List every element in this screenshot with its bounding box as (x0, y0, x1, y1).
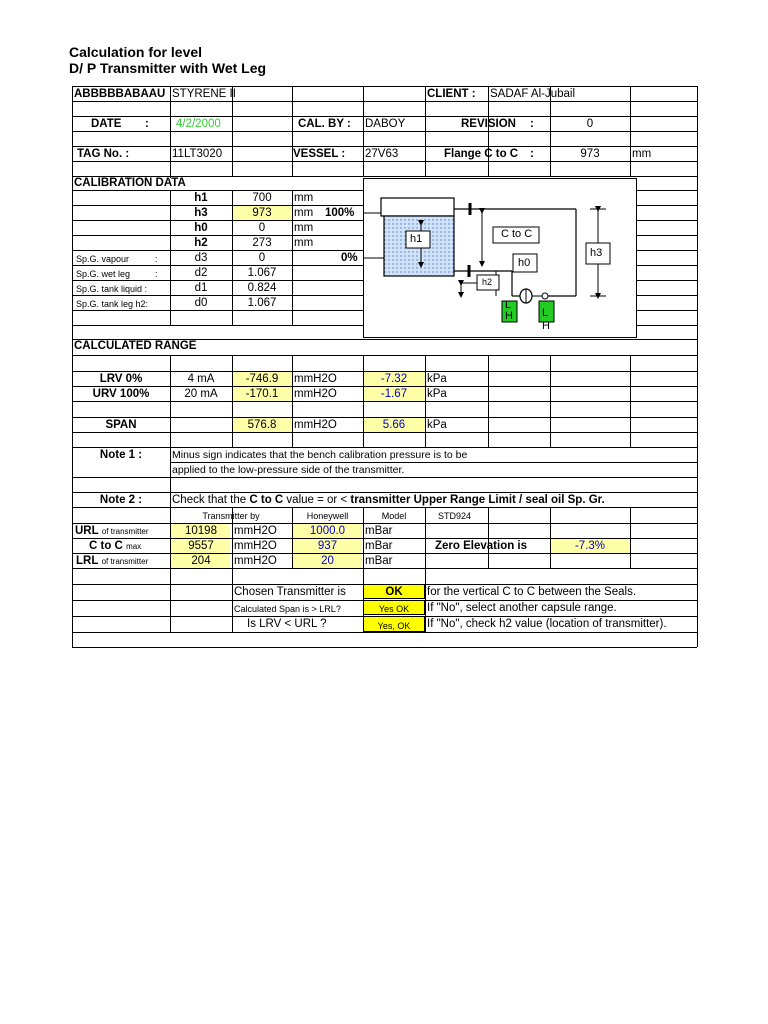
ctoc-label: C to C (89, 540, 123, 552)
cal-label-d2: Sp.G. wet leg (76, 269, 131, 279)
page-title-line1: Calculation for level (69, 44, 203, 60)
header-styrene: STYRENE II (172, 88, 236, 100)
lrl-suffix: of transmitter (101, 557, 149, 566)
tag-label: TAG No. : (77, 148, 130, 160)
cal-label-d1: Sp.G. tank liquid : (76, 284, 148, 294)
span-check-label: Calculated Span is > LRL? (234, 604, 341, 614)
cal-sym-h1: h1 (194, 192, 208, 204)
page-title-line2: D/ P Transmitter with Wet Leg (69, 60, 267, 76)
span-kpa: 5.66 (382, 419, 406, 431)
note2-text-a: Check that the (172, 494, 247, 506)
cal-label-d3: Sp.G. vapour (76, 254, 130, 264)
diagram-label-ctoc: C to C (501, 228, 533, 240)
urv-ma: 20 mA (184, 388, 218, 400)
urv-mmh2o: -170.1 (245, 388, 279, 400)
cal-sym-d0: d0 (194, 297, 208, 309)
url-mmh2o: 10198 (185, 525, 217, 537)
model-label: Model (381, 511, 407, 521)
cal-sym-h0: h0 (194, 222, 208, 234)
note1-label: Note 1 : (99, 449, 143, 461)
flange-value: 973 (580, 148, 600, 160)
transmitter2-low-label: L (542, 307, 549, 319)
lrl-unit-mbar: mBar (365, 555, 393, 567)
span-mmh2o: 576.8 (247, 419, 277, 431)
vessel-label: VESSEL : (293, 148, 346, 160)
lrv-unit-mmh2o: mmH2O (294, 373, 337, 385)
url-mbar: 1000.0 (309, 525, 346, 537)
span-label: SPAN (105, 419, 137, 431)
calculated-heading: CALCULATED RANGE (74, 340, 197, 352)
note2-text-b: C to C (249, 494, 284, 506)
cal-sym-d3: d3 (194, 252, 208, 264)
note2-label: Note 2 : (99, 494, 143, 506)
urv-unit-mmh2o: mmH2O (294, 388, 337, 400)
lrv-mmh2o: -746.9 (245, 373, 279, 385)
cal-value-h3: 973 (252, 207, 272, 219)
span-unit-kpa: kPa (427, 419, 447, 431)
diagram-label-h0: h0 (518, 257, 531, 269)
cal-sym-d1: d1 (194, 282, 208, 294)
span-check-text: If "No", select another capsule range. (427, 602, 617, 614)
url-suffix: of transmitter (101, 527, 149, 536)
cal-value-h2: 273 (252, 237, 272, 249)
calby-label: CAL. BY : (298, 118, 351, 130)
cal-value-h0: 0 (258, 222, 266, 234)
client-value: SADAF Al-Jubail (490, 88, 576, 100)
lrv-check-label: Is LRV < URL ? (247, 618, 327, 630)
cal-value-d2: 1.067 (247, 267, 277, 279)
lrv-label: LRV 0% (99, 373, 143, 385)
cal-unit-h3: mm (294, 207, 314, 219)
ctoc-unit-mbar: mBar (365, 540, 393, 552)
lrv-unit-kpa: kPa (427, 373, 447, 385)
wet-leg-diagram (363, 178, 637, 338)
ctoc-suffix: max (126, 542, 142, 551)
lrv-check-text: If "No", check h2 value (location of transmitter). (427, 618, 667, 630)
diagram-label-h1: h1 (410, 233, 423, 245)
cal-sym-d2: d2 (194, 267, 208, 279)
flange-label: Flange C to C (444, 148, 519, 160)
tag-value: 11LT3020 (172, 148, 223, 160)
revision-colon: : (530, 118, 534, 130)
lrv-ma: 4 mA (187, 373, 215, 385)
transmitter-low-label: L (505, 299, 512, 311)
ctoc-mbar: 937 (317, 540, 338, 552)
cal-extra-h3: 100% (325, 207, 355, 219)
ctoc-row-label (89, 539, 141, 554)
transmitter2-high-label: H (542, 320, 550, 332)
note2-text-d: transmitter Upper Range Limit / seal oil Sp. Gr. (350, 494, 605, 506)
date-colon: : (145, 118, 149, 130)
zero-elevation-value: -7.3% (574, 540, 606, 552)
vessel-value: 27V63 (365, 148, 399, 160)
ctoc-mmh2o: 9557 (188, 540, 214, 552)
cal-extra-d3: 0% (341, 252, 358, 264)
flange-unit: mm (632, 148, 652, 160)
diagram-label-h3: h3 (590, 247, 603, 259)
url-row-label (75, 524, 149, 539)
cal-sym-h2: h2 (194, 237, 208, 249)
zero-elevation-label: Zero Elevation is (435, 540, 528, 552)
note2-text (172, 493, 605, 507)
ctoc-unit-mmh2o: mmH2O (234, 540, 277, 552)
cal-value-d1: 0.824 (247, 282, 277, 294)
cal-unit-h0: mm (294, 222, 314, 234)
cal-value-h1: 700 (252, 192, 272, 204)
cal-value-d3: 0 (258, 252, 266, 264)
flange-colon: : (530, 148, 534, 160)
lrl-unit-mmh2o: mmH2O (234, 555, 277, 567)
urv-kpa: -1.67 (380, 388, 408, 400)
model-value: STD924 (438, 511, 472, 521)
cal-colon-d2: : (155, 269, 158, 279)
cal-label-d0: Sp.G. tank leg h2: (76, 299, 149, 309)
span-check-status: Yes OK (378, 604, 410, 614)
date-value: 4/2/2000 (176, 118, 221, 130)
cal-unit-h1: mm (294, 192, 314, 204)
cal-value-d0: 1.067 (247, 297, 277, 309)
revision-value: 0 (586, 118, 594, 130)
note1-line1: Minus sign indicates that the bench calibration pressure is to be (172, 449, 468, 461)
urv-unit-kpa: kPa (427, 388, 447, 400)
lrv-kpa: -7.32 (380, 373, 408, 385)
transmitter-by-label: Transmitter by (202, 511, 260, 521)
lrl-mbar: 20 (321, 555, 334, 567)
date-label: DATE (91, 118, 122, 130)
note1-line2: applied to the low-pressure side of the transmitter. (172, 464, 405, 476)
diagram-label-h2: h2 (482, 277, 493, 287)
chosen-transmitter-label: Chosen Transmitter is (234, 586, 346, 598)
url-unit-mmh2o: mmH2O (234, 525, 277, 537)
url-unit-mbar: mBar (365, 525, 393, 537)
calby-value: DABOY (365, 118, 406, 130)
transmitter-high-label: H (505, 310, 513, 322)
cal-colon-d3: : (155, 254, 158, 264)
urv-label: URV 100% (92, 388, 150, 400)
lrl-label: LRL (76, 555, 99, 567)
url-label: URL (75, 525, 99, 537)
calibration-heading: CALIBRATION DATA (74, 177, 186, 189)
cal-sym-h3: h3 (194, 207, 208, 219)
lrv-check-status: Yes, OK (377, 621, 411, 631)
lrl-row-label (76, 554, 148, 569)
revision-label: REVISION (461, 118, 516, 130)
span-unit-mmh2o: mmH2O (294, 419, 337, 431)
wet-leg-diagram-svg (364, 179, 638, 339)
chosen-transmitter-status: OK (385, 586, 403, 598)
chosen-transmitter-text: for the vertical C to C between the Seals. (427, 586, 637, 598)
lrl-mmh2o: 204 (191, 555, 211, 567)
header-id: ABBBBBABAAU (74, 88, 166, 100)
client-label: CLIENT : (427, 88, 476, 100)
note2-text-c: value = or < (286, 494, 348, 506)
cal-unit-h2: mm (294, 237, 314, 249)
transmitter-maker: Honeywell (306, 511, 349, 521)
